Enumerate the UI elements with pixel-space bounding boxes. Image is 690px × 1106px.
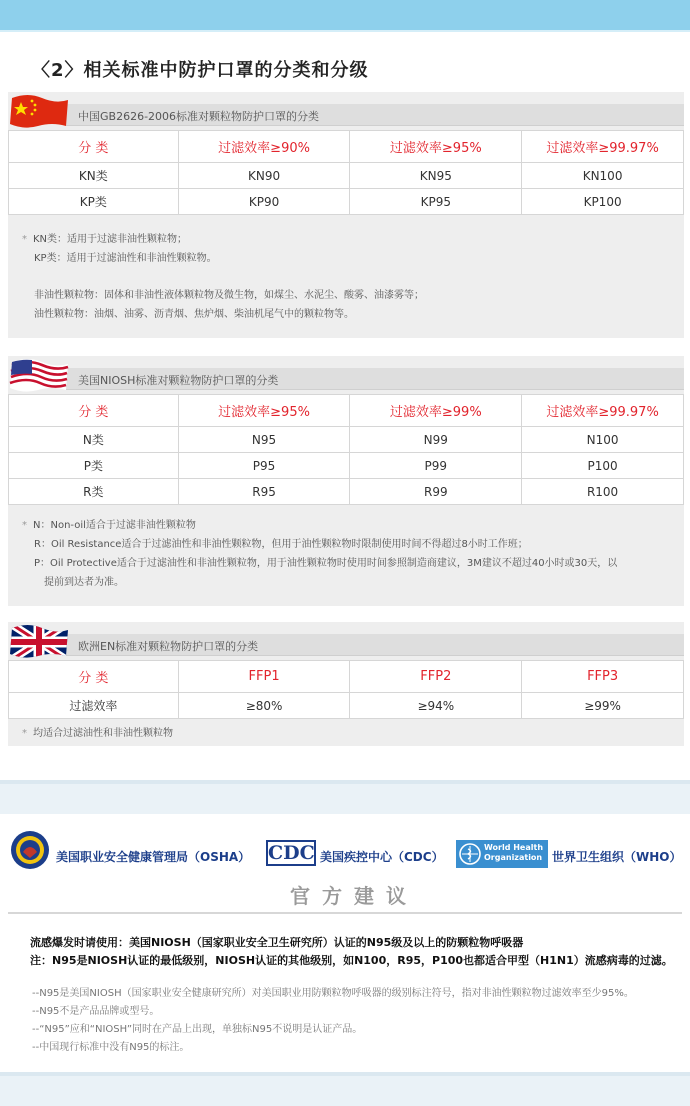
note-line: * 均适合过滤油性和非油性颗粒物 (22, 728, 173, 739)
organization-logos (0, 830, 690, 870)
usa-flag-icon (8, 356, 70, 396)
eu-notes (22, 724, 173, 743)
table-cell: KP类 (9, 189, 179, 215)
cdc-logo-icon: CDC (268, 842, 315, 864)
china-standard-panel (8, 92, 684, 338)
table-cell: KP90 (178, 189, 350, 215)
header-cell: 过滤效率≥90% (178, 131, 350, 163)
advice-line-2: 注：N95是NIOSH认证的最低级别，NIOSH认证的其他级别，如N100，R95，P100也都适合甲型（H1N1）流感病毒的过滤。 (30, 954, 673, 967)
cdc-label: 美国疾控中心（CDC） (320, 850, 444, 864)
header-cell: 分 类 (9, 395, 179, 427)
section-title: 〈2〉相关标准中防护口罩的分类和分级 (32, 60, 369, 81)
usa-notes (22, 516, 617, 592)
table-row (9, 163, 684, 189)
top-banner (0, 0, 690, 30)
header-cell: 过滤效率≥99.97% (522, 395, 684, 427)
header-cell: 过滤效率≥95% (350, 131, 522, 163)
usa-caption-bar (66, 368, 684, 390)
advice-line-1: 流感爆发时请使用：美国NIOSH（国家职业安全卫生研究所）认证的N95级及以上的防颗粒物呼吸器 (30, 936, 524, 949)
heading-divider (8, 912, 682, 914)
table-row (9, 189, 684, 215)
usa-standard-panel (8, 356, 684, 606)
table-cell: N类 (9, 427, 179, 453)
table-cell: R99 (350, 479, 522, 505)
note-line: * KN类：适用于过滤非油性颗粒物； (22, 234, 188, 245)
note-line: P：Oil Protective适合于过滤油性和非油性颗粒物，用于油性颗粒物时使用时间参照制造商建议，3M建议不超过40小时或30天，以 (34, 558, 618, 569)
separator-band (0, 780, 690, 814)
table-header-row (9, 131, 684, 163)
header-cell: 分 类 (9, 131, 179, 163)
table-cell: 过滤效率 (9, 693, 179, 719)
header-cell: 过滤效率≥99.97% (522, 131, 684, 163)
header-cell: FFP3 (522, 661, 684, 693)
footnote-line: --中国现行标准中没有N95的标注。 (32, 1042, 190, 1053)
table-row (9, 479, 684, 505)
eu-caption: 欧洲EN标准对颗粒物防护口罩的分类 (78, 640, 259, 653)
who-label: 世界卫生组织（WHO） (552, 850, 682, 864)
table-cell: R类 (9, 479, 179, 505)
table-cell: ≥80% (178, 693, 350, 719)
header-cell: 过滤效率≥95% (178, 395, 350, 427)
official-advice-heading: 官方建议 (290, 884, 418, 908)
note-line: R：Oil Resistance适合于过滤油性和非油性颗粒物，但用于油性颗粒物时限制使用时间不得超过8小时工作班； (34, 539, 528, 550)
uk-flag-icon (8, 622, 70, 662)
note-line: 油性颗粒物：油烟、油雾、沥青烟、焦炉烟、柴油机尾气中的颗粒物等。 (34, 309, 354, 320)
header-cell: 分 类 (9, 661, 179, 693)
table-cell: ≥94% (350, 693, 522, 719)
eu-standard-table (8, 660, 684, 719)
china-standard-table (8, 130, 684, 215)
table-cell: KN95 (350, 163, 522, 189)
china-notes (22, 230, 424, 324)
who-logo-icon: World Health Organization (456, 840, 548, 868)
usa-caption: 美国NIOSH标准对颗粒物防护口罩的分类 (78, 374, 279, 387)
table-header-row (9, 395, 684, 427)
china-caption-bar (66, 104, 684, 126)
footnote-line: --N95不是产品品牌或型号。 (32, 1006, 160, 1017)
note-line: 非油性颗粒物：固体和非油性液体颗粒物及微生物，如煤尘、水泥尘、酸雾、油漆雾等； (34, 290, 424, 301)
table-cell: KN类 (9, 163, 179, 189)
note-line: * N：Non-oil适合于过滤非油性颗粒物 (22, 520, 196, 531)
table-cell: R100 (522, 479, 684, 505)
china-caption: 中国GB2626-2006标准对颗粒物防护口罩的分类 (78, 110, 320, 123)
table-cell: N95 (178, 427, 350, 453)
usa-standard-table (8, 394, 684, 505)
table-header-row (9, 661, 684, 693)
footnote-line: --“N95”应和“NIOSH”同时在产品上出现，单独标N95不说明是认证产品。 (32, 1024, 363, 1035)
separator-stripe (0, 780, 690, 784)
table-cell: P95 (178, 453, 350, 479)
bullet-star: * (22, 520, 27, 531)
footnote-line: --N95是美国NIOSH（国家职业安全健康研究所）对美国职业用防颗粒物呼吸器的级别标注符号，指对非油性颗粒物过滤效率至少95%。 (32, 988, 634, 999)
who-emblem-icon (458, 842, 482, 866)
table-cell: P99 (350, 453, 522, 479)
header-cell: 过滤效率≥99% (350, 395, 522, 427)
china-flag-icon (8, 92, 70, 132)
table-cell: KN90 (178, 163, 350, 189)
bullet-star: * (22, 234, 27, 245)
table-row (9, 427, 684, 453)
table-cell: N100 (522, 427, 684, 453)
note-line: 提前到达者为准。 (44, 577, 124, 588)
osha-label: 美国职业安全健康管理局（OSHA） (56, 850, 251, 864)
table-cell: N99 (350, 427, 522, 453)
header-cell: FFP1 (178, 661, 350, 693)
bottom-band (0, 1072, 690, 1106)
bottom-stripe (0, 1072, 690, 1076)
top-banner-divider (0, 30, 690, 32)
table-row (9, 453, 684, 479)
header-cell: FFP2 (350, 661, 522, 693)
table-row (9, 693, 684, 719)
table-cell: KP100 (522, 189, 684, 215)
table-cell: ≥99% (522, 693, 684, 719)
osha-seal-icon (10, 830, 50, 870)
table-cell: KP95 (350, 189, 522, 215)
bullet-star: * (22, 728, 27, 739)
table-cell: KN100 (522, 163, 684, 189)
table-cell: R95 (178, 479, 350, 505)
table-cell: P类 (9, 453, 179, 479)
eu-caption-bar (66, 634, 684, 656)
note-line: KP类：适用于过滤油性和非油性颗粒物。 (34, 253, 217, 264)
table-cell: P100 (522, 453, 684, 479)
eu-standard-panel (8, 622, 684, 746)
